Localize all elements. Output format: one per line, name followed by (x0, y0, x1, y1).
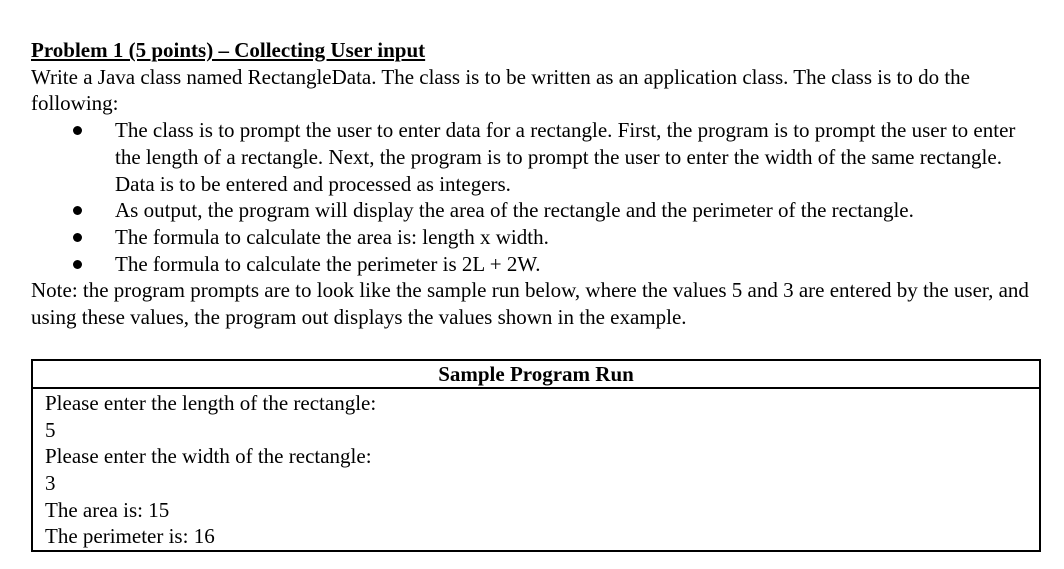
sample-run-header: Sample Program Run (33, 361, 1039, 389)
problem-title: Problem 1 (5 points) – Collecting User input (31, 38, 426, 62)
sample-run-table (31, 359, 1041, 552)
sample-run-output (33, 389, 1039, 550)
list-item-text: The formula to calculate the area is: length x width. (115, 224, 549, 249)
sample-line-length-prompt: Please enter the length of the rectangle: (45, 391, 377, 415)
sample-line-perimeter: The perimeter is: 16 (45, 524, 215, 549)
sample-line-width-prompt: Please enter the width of the rectangle: (45, 444, 372, 469)
bullet-icon (73, 260, 82, 269)
problem-intro: Write a Java class named RectangleData. The class is to be written as an application class. The class is to do the following: (31, 64, 971, 116)
list-item (31, 197, 1046, 224)
list-item-text: As output, the program will display the area of the rectangle and the perimeter of the rectangle. (115, 198, 914, 223)
list-item (31, 224, 1046, 251)
document-body (31, 37, 1046, 331)
bullet-icon (73, 206, 82, 215)
sample-line-width-value: 3 (45, 471, 56, 496)
bullet-icon (73, 233, 82, 242)
requirements-list (31, 117, 1046, 277)
list-item-text: The class is to prompt the user to enter data for a rectangle. First, the program is to prompt the user to enter the length of a rectangle. Next, the program is to prompt the user to enter the width of the same rectangle. Data is to be entered and processed as integers. (115, 118, 1016, 196)
list-item-text: The formula to calculate the perimeter is 2L + 2W. (115, 251, 541, 276)
sample-line-length-value: 5 (45, 417, 56, 442)
list-item (31, 117, 1046, 197)
bullet-icon (73, 126, 82, 135)
sample-line-area: The area is: 15 (45, 497, 170, 522)
problem-note: Note: the program prompts are to look like the sample run below, where the values 5 and 3 are entered by the user, and using these values, the program out displays the values shown in the example. (31, 278, 1029, 330)
list-item (31, 251, 1046, 278)
